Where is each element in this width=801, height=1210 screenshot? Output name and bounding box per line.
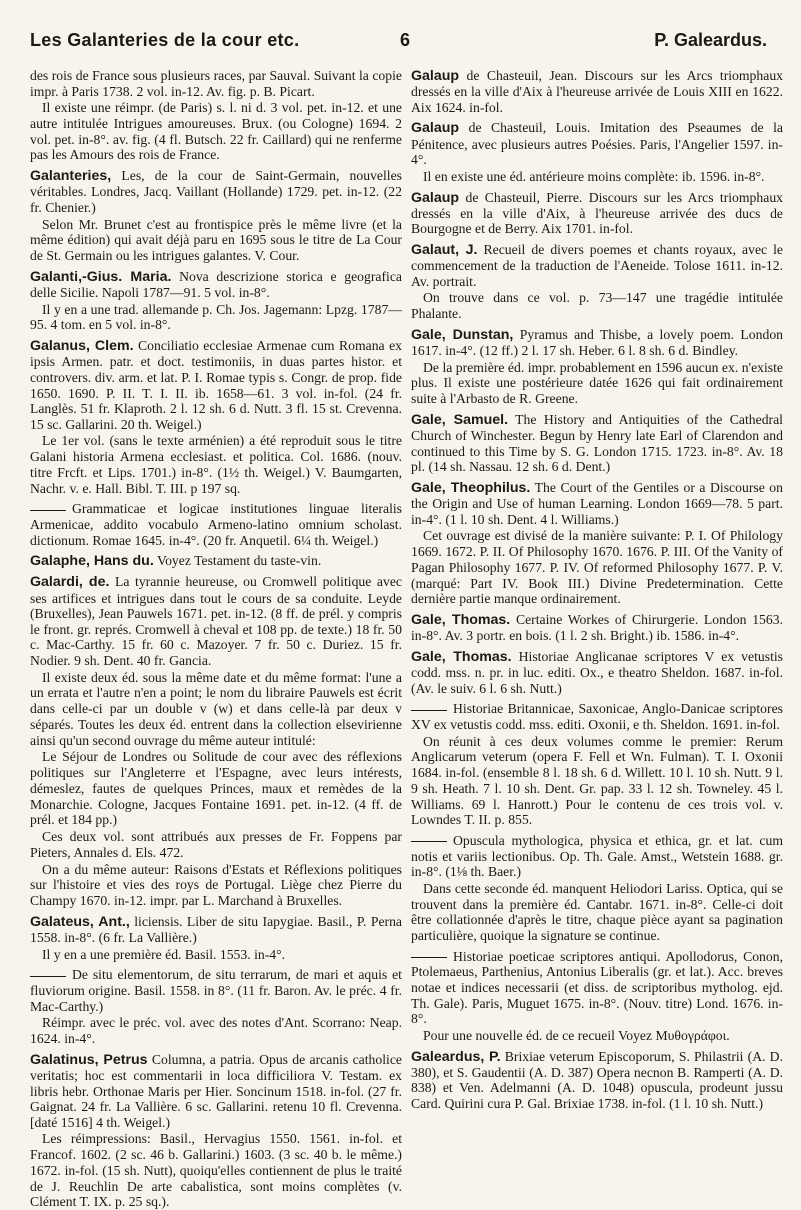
entry-note: Cet ouvrage est divisé de la manière suivante: P. I. Of Philology 1669. 1672. P. II. Of Philosophy 1670. 1676. P. III. Of the Vanity of Pagan Philosophy 1677. P. IV. Of reformed Philosophy 1677. P. V. (marqué: Part IV. Book III.) Divine Predetermination. Cette dernière partie manque ordinairement. <box>411 528 783 607</box>
entry-text: De situ elementorum, de situ terrarum, de mari et aquis et fluviorum origine. Basil. 1558. in 8°. (11 fr. Baron. Av. le préc. 4 fr. Mac-Carthy.) <box>30 967 402 1014</box>
entry-note: De la première éd. impr. probablement en 1596 aucun ex. n'existe plus. Il existe une postérieure datée 1626 qui fait ordinairement suite à l'Arbasto de R. Greene. <box>411 359 783 407</box>
entry-note: Selon Mr. Brunet c'est au frontispice près le même livre (et la même édition) qui avait déjà paru en 1695 sous le titre de La Cour de St. Germain ou les intrigues galantes. V. Cour. <box>30 216 402 264</box>
bibliography-entry <box>30 914 402 963</box>
entry-text: Historiae Britannicae, Saxonicae, Anglo-Danicae scriptores XV ex vetustis codd. mss. editi. Oxonii, e th. Sheldon. 1691. in-fol. <box>411 701 783 732</box>
entry-main <box>411 68 783 115</box>
bibliography-entry <box>411 612 783 644</box>
bibliography-entry <box>30 967 402 1046</box>
bibliography-entry <box>411 833 783 944</box>
bibliography-entry <box>30 574 402 908</box>
entry-main <box>411 242 783 289</box>
bibliography-entry <box>411 190 783 237</box>
repeat-author-dash <box>411 841 447 842</box>
entry-text: de Chasteuil, Pierre. Discours sur les Arcs triomphaux dressés en la ville d'Aix, à l'heureuse arrivée des ducs de Bourgogne et de Berry. Aix 1701. in-fol. <box>411 189 784 237</box>
entry-note: Il en existe une éd. antérieure moins complète: ib. 1596. in-8°. <box>423 168 765 184</box>
running-header <box>30 30 767 54</box>
entry-main <box>30 914 402 946</box>
bibliography-entry <box>30 338 402 496</box>
entry-note: Le Séjour de Londres ou Solitude de cour avec des réflexions politiques sur l'Angleterre et l'Espagne, avec leurs intérests, démeslez, fautes de quelques Princes, maux et remèdes de la Monarchie. Cologne, Jacques Fontaine 1691. pet. in-12. (4 ff. de prél. et 184 pp.) <box>30 749 402 828</box>
bibliography-entry <box>411 1049 783 1112</box>
bibliography-entry <box>411 68 783 115</box>
entry-heading: Galeardus, P. <box>411 1048 501 1065</box>
bibliography-entry <box>30 269 402 333</box>
repeat-author-dash <box>411 957 447 958</box>
bibliography-entry <box>411 949 783 1044</box>
bibliography-entry <box>411 701 783 828</box>
bibliography-entry <box>411 327 783 407</box>
entry-text: Historiae poeticae scriptores antiqui. Apollodorus, Conon, Ptolemaeus, Parthenius, Antonius Liberalis (gr. et lat.). Acc. breves notae et indices necessarii (et diss. de scriptoribus mytholog. ejd. Th. Gale). Paris, Muguet 1675. in-8°. (Nouv. titre) Lond. 1676. in-8°. <box>411 948 783 1027</box>
entry-main <box>411 833 783 880</box>
entry-text: Historiae Anglicanae scriptores V ex vetustis codd. mss. n. pr. in luc. editi. Ox., e theatro Sheldon. 1687. in-fol. (Av. le suiv. 6 l. 6 sh. Nutt.) <box>411 648 784 696</box>
entry-main <box>411 190 783 237</box>
bibliography-entry <box>411 649 783 696</box>
entry-main <box>411 1049 783 1112</box>
entry-main <box>30 1052 402 1131</box>
entry-heading: Galaup <box>411 189 460 206</box>
entry-main <box>30 168 402 215</box>
bibliography-entry <box>30 501 402 548</box>
entry-main <box>411 480 783 527</box>
entry-main <box>30 338 402 432</box>
entry-text: Brixiae veterum Episcoporum, S. Philastrii (A. D. 380), et S. Gaudentii (A. D. 387) Opera necnon B. Ramperti (A. D. 838) et Ven. Adelmanni (A. D. 1048) opuscula, prodeunt jussu Card. Quirini cura P. Gal. Brixiae 1738. in-fol. (1 l. 10 sh. Nutt.) <box>411 1048 783 1112</box>
entry-main <box>411 412 783 475</box>
left-column <box>30 68 403 1210</box>
entry-main <box>411 701 783 732</box>
entry-heading: Gale, Theophilus. <box>411 479 531 496</box>
entry-heading: Gale, Samuel. <box>411 411 509 428</box>
entry-note: Il y en a une première éd. Basil. 1553. in-4°. <box>42 946 286 962</box>
entry-main <box>30 68 402 99</box>
entry-text: Columna, a patria. Opus de arcanis catholice veritatis; hoc est commentarii in loca difficiliora V. Testam. ex libris hebr. Orthonae Maris per Hier. Soncinum 1518. in-fol. (27 fr. Gaignat. 24 fr. La Vallière. 6 sc. Gallarini. retenu 10 fl. Crevenna. [daté 1516] 4 th. Weigel.) <box>30 1051 402 1130</box>
running-title: Les Galanteries de la cour etc. <box>30 30 300 50</box>
entry-heading: Galaphe, Hans du. <box>30 553 154 570</box>
entry-note: Ces deux vol. sont attribués aux presses de Fr. Foppens par Pieters, Annales d. Els. 472. <box>30 829 402 860</box>
entry-heading: Gale, Thomas. <box>411 612 511 629</box>
entry-note: Dans cette seconde éd. manquent Heliodori Lariss. Optica, qui se trouvent dans la première éd. Cantabr. 1671. in-8°. Celle-ci doit être collationnée d'après le titre, chaque pièce ayant sa pagination particulière, quoique la signature se continue. <box>411 880 783 944</box>
entry-note: Le 1er vol. (sans le texte arménien) a été reproduit sous le titre Galani historia Armena ecclesiast. et politica. Col. 1686. (nouv. titre Frcft. et Lips. 1701.) in-8°. (1½ th. Weigel.) V. Baumgarten, Nachr. v. e. Hall. Bibl. T. III. p 197 sq. <box>30 433 402 496</box>
entry-main <box>411 327 783 359</box>
entry-text: The History and Antiquities of the Cathedral Church of Winchester. Begun by Henry late Earl of Clarendon and continued to this Time by S. G. London 1715. 1723. in-8°. Av. 18 pl. (14 sh. Nassau. 12 sh. 6 d. Dent.) <box>411 411 783 475</box>
entry-main <box>411 612 783 644</box>
entry-text: de Chasteuil, Jean. Discours sur les Arcs triomphaux dressés en la ville d'Aix à l'heureuse arrivée de Louis XIII en 1622. Aix 1624. in-fol. <box>411 68 784 115</box>
bibliography-entry <box>411 242 783 322</box>
entry-main <box>30 501 402 548</box>
entry-heading: Galateus, Ant., <box>30 913 130 930</box>
entry-main <box>30 967 402 1014</box>
entry-main <box>30 553 402 569</box>
entry-heading: Gale, Dunstan, <box>411 326 514 343</box>
entry-heading: Galatinus, Petrus <box>30 1051 148 1068</box>
entry-text: Les, de la cour de Saint-Germain, nouvelles véritables. Londres, Jacq. Vaillant (Hollande) 1729. pet. in-12. (22 fr. Chenier.) <box>30 168 402 216</box>
bibliography-entry <box>30 553 402 569</box>
entry-main <box>30 269 402 301</box>
entry-heading: Galanus, Clem. <box>30 338 134 355</box>
entry-text: Recueil de divers poemes et chants royaux, avec le commencement de la traduction de l'Aeneide. Tolose 1611. in-12. Av. portrait. <box>411 241 784 289</box>
bibliography-entry <box>30 168 402 264</box>
entry-text: La tyrannie heureuse, ou Cromwell politique avec ses artifices et intrigues dans tout le cours de sa conduite. Leyde (Bruxelles), Jean Pauwels 1671. pet. in-12. (8 ff. de prél. y compris le front. gr. représ. Cromwell à cheval et 108 pp. de texte.) 18 fr. 50 c. Mac-Carthy. 15 fr. 60 c. Mazoyer. 7 fr. 50 c. Duriez. 15 fr. Nodier. 9 sh. Dent. 40 fr. Gancia. <box>30 574 402 669</box>
entry-text: Pyramus and Thisbe, a lovely poem. London 1617. in-4°. (12 ff.) 2 l. 17 sh. Heber. 6 l. 8 sh. 6 d. Bindley. <box>411 326 784 359</box>
entry-text: des rois de France sous plusieurs races, par Sauval. Suivant la copie impr. à Paris 1738. 2 vol. in-12. Av. fig. p. B. Picart. <box>30 68 402 99</box>
entry-heading: Galaup <box>411 68 460 84</box>
entry-heading: Galanteries, <box>30 168 112 185</box>
entry-main <box>411 120 783 167</box>
bibliography-entry <box>411 120 783 184</box>
entry-main <box>30 574 402 668</box>
entry-text: liciensis. Liber de situ Iapygiae. Basil., P. Perna 1558. in-8°. (6 fr. La Vallière.) <box>30 913 402 946</box>
bibliography-entry <box>30 1052 402 1210</box>
entry-main <box>411 649 783 696</box>
entry-note: Les réimpressions: Basil., Hervagius 1550. 1561. in-fol. et Francof. 1602. (2 sc. 46 b. Gallarini.) 1603. (3 sc. 40 b. le même.) 1672. in-fol. (15 sh. Nutt), quoiqu'elles contiennent de plus le traité de J. Reuchlin De arte cabalistica, sont moins complètes (v. Clément T. IX. p. 25 sq.). <box>30 1131 402 1210</box>
entry-text: de Chasteuil, Louis. Imitation des Pseaumes de la Pénitence, avec plusieurs autres Poésies. Paris, l'Angelier 1597. in-4°. <box>411 120 783 168</box>
entry-main <box>411 949 783 1027</box>
entry-text: Voyez Testament du taste-vin. <box>156 553 322 569</box>
bibliography-entry <box>30 68 402 163</box>
repeat-author-dash <box>411 710 447 711</box>
entry-note: On réunit à ces deux volumes comme le premier: Rerum Anglicarum veterum (opera F. Fell et Wn. Fulman). T. I. Oxonii 1684. in-fol. (ensemble 8 l. 18 sh. 6 d. Willett. 10 l. 10 sh. Nutt. 9 l. 9 sh. Heath. 7 l. 10 sh. Dent. Gr. pap. 33 l. 12 sh. Towneley. 45 l. Williams. 69 l. Hanrott.) Pour le contenu de ces trois vol. v. Lowndes T. II. p. 855. <box>411 733 783 828</box>
entry-note: On trouve dans ce vol. p. 73—147 une tragédie intitulée Phalante. <box>411 290 783 322</box>
catchword: P. Galeardus. <box>654 30 767 50</box>
entry-heading: Galaup <box>411 120 460 137</box>
entry-heading: Galaut, J. <box>411 241 478 258</box>
entry-text: Opuscula mythologica, physica et ethica, gr. et lat. cum notis et variis lectionibus. Op. Th. Gale. Amst., Wetstein 1688. gr. in-8°. (1⅛ th. Baer.) <box>411 833 783 880</box>
entry-text: Conciliatio ecclesiae Armenae cum Romana ex ipsis Armen. patr. et doct. testimoniis, in duas partes histor. et controvers. div. arm. et lat. P. I. Romae typis s. Congr. de prop. fide 1650. 1690. P. II. T. I. II. ib. 1658—61. 3 vol. in-fol. (24 fr. Langlès. 51 fr. Klaproth. 2 l. 12 sh. 6 d. Nutt. 3 fl. 15 st. Crevenna. 15 sc. Gallarini. 20 th. Weigel.) <box>30 338 403 432</box>
entry-note: On a du même auteur: Raisons d'Estats et Réflexions politiques sur l'histoire et vies des roys de Portugal. Liège chez Pierre du Champy 1670. in-12. impr. par L. Marchand à Bruxelles. <box>30 861 402 909</box>
entry-note: Il existe une réimpr. (de Paris) s. l. ni d. 3 vol. pet. in-12. et une autre intitulée Intrigues amoureuses. Brux. (ou Cologne) 1694. 2 vol. pet. in-8°. av. fig. (4 fl. Butsch. 22 fr. Caillard) qui ne renferme pas les Amours des rois de France. <box>30 100 402 163</box>
entry-text: The Court of the Gentiles or a Discourse on the Origin and Use of human Learning. London 1669—78. 5 part. in-4°. (1 l. 10 sh. Dent. 4 l. Williams.) <box>411 479 783 527</box>
repeat-author-dash <box>30 510 66 511</box>
entry-heading: Galanti,-Gius. Maria. <box>30 268 172 285</box>
entry-note: Il y en a une trad. allemande p. Ch. Jos. Jagemann: Lpzg. 1787—95. 4 tom. en 5 vol. in-8°. <box>30 301 402 333</box>
right-column <box>411 68 783 1164</box>
entry-text: Grammaticae et logicae institutiones linguae literalis Armenicae, addito vocabulo Armeno-latino omnium scholast. dictionum. Romae 1645. in-4°. (20 fr. Anquetil. 6¼ th. Weigel.) <box>30 501 402 548</box>
entry-note: Il existe deux éd. sous la même date et du même format: l'une a un errata et l'autre n'en a point; le nom du libraire Pauwels est écrit dans celle-ci par un double v (w) et dans celle-là par deux v séparés. Toutes les deux éd. entrent dans la collection elsevirienne ainsi qu'un second ouvrage du même auteur intitulé: <box>30 669 402 748</box>
entry-note: Pour une nouvelle éd. de ce recueil Voyez Μυθογράφοι. <box>423 1027 730 1043</box>
page-number: 6 <box>400 30 411 50</box>
bibliography-entry <box>411 412 783 475</box>
entry-note: Réimpr. avec le préc. vol. avec des notes d'Ant. Scorrano: Neap. 1624. in-4°. <box>30 1015 402 1047</box>
entry-heading: Gale, Thomas. <box>411 648 512 665</box>
repeat-author-dash <box>30 976 66 977</box>
entry-text: Nova descrizione storica e geografica delle Sicilie. Napoli 1787—91. 5 vol. in-8°. <box>30 268 403 301</box>
bibliography-entry <box>411 480 783 607</box>
entry-text: Certaine Workes of Chirurgerie. London 1563. in-8°. Av. 3 portr. en bois. (1 l. 2 sh. Bright.) ib. 1586. in-4°. <box>411 612 783 644</box>
entry-heading: Galardi, de. <box>30 574 110 591</box>
